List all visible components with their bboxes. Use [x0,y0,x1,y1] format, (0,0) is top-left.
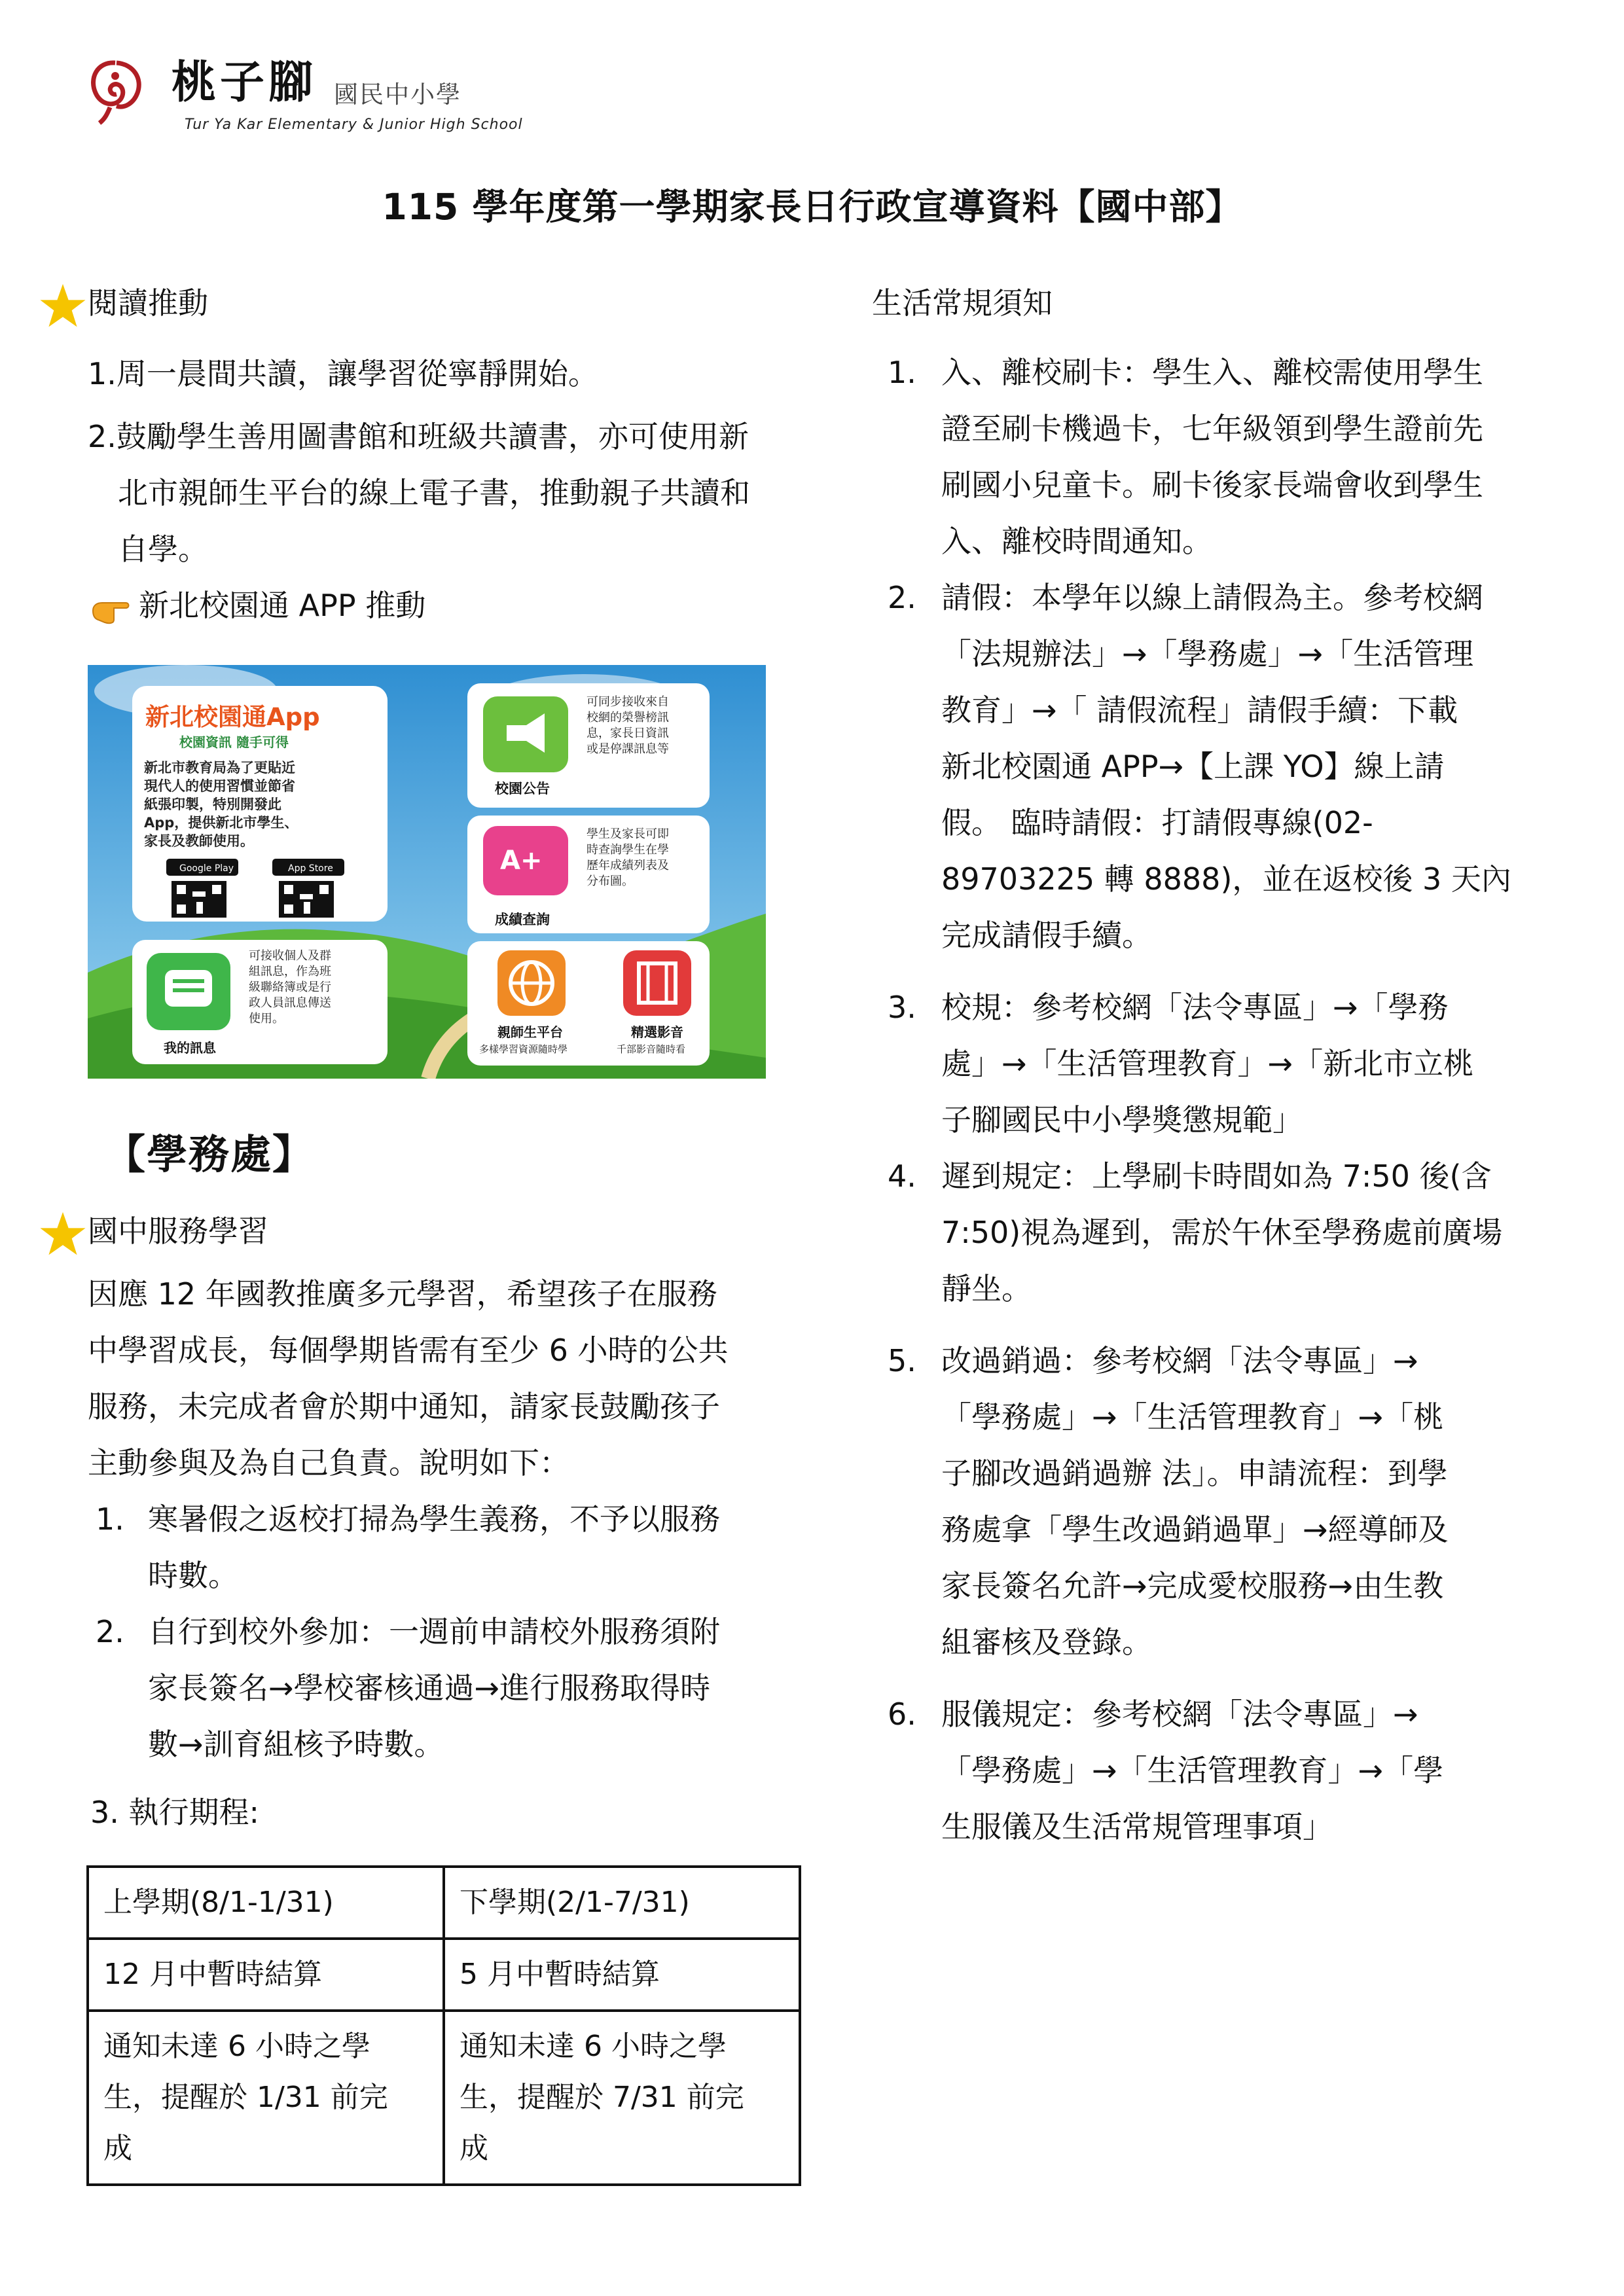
app-store-badge: App Store [288,863,333,874]
item-line: 組審核及登錄。 [941,1624,1152,1660]
item-line: 家長簽名允許→完成愛校服務→由生教 [941,1568,1444,1604]
video-sub: 千部影音隨時看 [617,1043,686,1055]
item-line: 證至刷卡機過卡，七年級領到學生證前先 [941,411,1483,446]
item-number: 5. [888,1343,916,1378]
reading-heading-row [39,275,799,331]
item-number: 1. [96,1501,124,1537]
item-line: 務處拿「學生改過銷過單」→經導師及 [941,1512,1449,1547]
table-row [88,1867,800,1939]
document-title: 115 學年度第一學期家長日行政宣導資料【國中部】 [382,186,1242,228]
item-line: 自行到校外參加：一週前申請校外服務須附 [148,1614,720,1649]
table-cell-line: 通知未達 6 小時之學 [103,2030,370,2063]
reading-line: 北市親師生平台的線上電子書，推動親子共讀和 [118,475,750,511]
grade-desc: 分布圖。 [586,874,634,888]
item-line: 遲到規定：上學刷卡時間如為 7:50 後(含 [941,1158,1492,1194]
announce-desc: 息，家長日資訊 [586,726,669,740]
item-line: 時數。 [148,1558,238,1593]
announce-desc: 或是停課訊息等 [586,742,669,756]
rule-item [872,344,1605,569]
message-desc: 級聯絡簿或是行 [249,980,331,994]
platform-label: 親師生平台 [497,1024,563,1040]
item-line: 處」→「生活管理教育」→「新北市立桃 [941,1046,1474,1081]
reading-section [39,275,799,634]
google-play-badge: Google Play [179,863,234,874]
table-cell-line: 成 [103,2132,132,2165]
star-icon [39,282,86,329]
pointing-hand-icon [90,591,131,625]
message-desc: 政人員訊息傳送 [249,996,331,1010]
grade-desc: 學生及家長可即 [586,827,669,841]
app-card-title: 新北校園通App [145,703,320,731]
service-learning-section [39,1203,812,1840]
service-heading-row [39,1203,812,1259]
announce-label: 校園公告 [495,781,550,797]
rule-item [872,569,1605,963]
service-intro-line: 服務，未完成者會於期中通知，請家長鼓勵孩子 [88,1389,720,1424]
rules-heading: 生活常規須知 [872,285,1053,321]
app-card-desc: 家長及教師使用。 [144,833,254,849]
item-line: 假。 臨時請假：打請假專線(02- [941,805,1373,840]
table-cell-line: 生，提醒於 1/31 前完 [103,2081,388,2114]
message-desc: 組訊息，作為班 [249,965,331,978]
table-cell [444,2011,800,2185]
item-number: 6. [888,1696,916,1732]
item-line: 服儀規定：參考校網「法令專區」→ [941,1696,1418,1732]
service-intro-line: 主動參與及為自己負責。說明如下： [88,1445,569,1480]
table-cell: 下學期(2/1-7/31) [444,1867,800,1939]
grade-desc: 歷年成績列表及 [586,859,669,872]
app-card-desc: 紙張印製，特別開發此 [144,797,281,812]
qr-code-icon [279,881,334,918]
item-line: 入、離校時間通知。 [941,524,1212,559]
item-line: 生服儀及生活常規管理事項」 [941,1809,1333,1844]
item-line: 「學務處」→「生活管理教育」→「桃 [941,1399,1444,1435]
service-item [96,1604,812,1772]
message-desc: 使用。 [249,1012,284,1026]
item-line: 子腳國民中小學獎懲規範」 [941,1102,1303,1138]
app-card-subtitle: 校園資訊 隨手可得 [179,734,289,750]
item-line: 89703225 轉 8888)，並在返校後 3 天內 [941,861,1511,897]
schedule-label: 3. 執行期程: [90,1795,260,1830]
table-cell: 上學期(8/1-1/31) [88,1867,444,1939]
rule-item [872,1333,1605,1670]
announce-desc: 校網的榮譽榜訊 [586,711,669,725]
table-cell [88,2011,444,2185]
school-name-cn: 桃子腳 [171,56,317,109]
item-line: 教育」→「 請假流程」請假手續：下載 [941,692,1458,728]
item-line: 新北校園通 APP→【上課 YO】線上請 [941,749,1445,784]
item-line: 「法規辦法」→「學務處」→「生活管理 [941,636,1474,672]
affairs-heading: 【學務處】 [105,1130,315,1178]
app-card-desc: App，提供新北市學生、 [144,815,298,831]
app-promo-image [88,665,766,1079]
item-line: 刷國小兒童卡。刷卡後家長端會收到學生 [941,467,1483,503]
grade-icon-text: A+ [500,846,543,876]
item-line: 子腳改過銷過辦 法」。申請流程：到學 [941,1456,1448,1491]
item-number: 3. [888,990,916,1025]
table-row [88,1939,800,2011]
school-type: 國民中小學 [334,81,461,109]
message-label: 我的訊息 [164,1040,216,1056]
item-line: 寒暑假之返校打掃為學生義務，不予以服務 [148,1501,720,1537]
qr-code-icon [171,881,226,918]
table-cell-line: 成 [460,2132,488,2165]
item-line: 完成請假手續。 [941,918,1152,953]
item-line: 家長簽名→學校審核通過→進行服務取得時 [148,1670,711,1706]
table-cell: 5 月中暫時結算 [444,1939,800,2011]
table-cell: 12 月中暫時結算 [88,1939,444,2011]
reading-heading: 閱讀推動 [88,285,208,321]
item-line: 入、離校刷卡：學生入、離校需使用學生 [941,355,1483,390]
reading-line: 2.鼓勵學生善用圖書館和班級共讀書，亦可使用新 [88,419,749,454]
item-line: 靜坐。 [941,1271,1032,1306]
app-heading-row [90,577,799,634]
grade-label: 成績查詢 [495,912,550,927]
app-card-desc: 現代人的使用習慣並節省 [144,778,295,794]
rule-item [872,979,1605,1148]
item-number: 1. [888,355,916,390]
grade-desc: 時查詢學生在學 [586,843,669,857]
service-item [96,1491,812,1604]
item-line: 校規：參考校網「法令專區」→「學務 [941,990,1449,1025]
item-line: 改過銷過：參考校網「法令專區」→ [941,1343,1418,1378]
platform-sub: 多樣學習資源隨時學 [479,1043,568,1055]
reading-line: 自學。 [118,531,208,567]
rule-item [872,1686,1605,1855]
schedule-table [86,1865,801,2186]
service-intro-line: 因應 12 年國教推廣多元學習，希望孩子在服務 [88,1276,717,1312]
item-line: 「學務處」→「生活管理教育」→「學 [941,1753,1444,1788]
table-cell-line: 生，提醒於 7/31 前完 [460,2081,744,2114]
reading-line: 1.周一晨間共讀，讓學習從寧靜開始。 [88,356,598,391]
item-number: 4. [888,1158,916,1194]
app-heading: 新北校園通 APP 推動 [139,588,426,623]
school-name-en: Tur Ya Kar Elementary & Junior High School [185,117,523,133]
video-label: 精選影音 [631,1024,683,1040]
message-desc: 可接收個人及群 [249,949,331,963]
table-row [88,2011,800,2185]
item-line: 7:50)視為遲到，需於午休至學務處前廣場 [941,1215,1503,1250]
rule-item [872,1148,1605,1317]
star-icon [39,1210,86,1257]
rules-section [872,275,1605,1855]
school-logo-icon [84,56,147,127]
table-cell-line: 通知未達 6 小時之學 [460,2030,727,2063]
item-line: 請假：本學年以線上請假為主。參考校網 [941,580,1483,615]
service-heading: 國中服務學習 [88,1213,268,1249]
item-number: 2. [888,580,916,615]
app-card-desc: 新北市教育局為了更貼近 [144,760,295,776]
item-number: 2. [96,1614,124,1649]
announce-desc: 可同步接收來自 [586,695,669,709]
item-line: 數→訓育組核予時數。 [148,1727,444,1762]
service-intro-line: 中學習成長，每個學期皆需有至少 6 小時的公共 [88,1333,729,1368]
